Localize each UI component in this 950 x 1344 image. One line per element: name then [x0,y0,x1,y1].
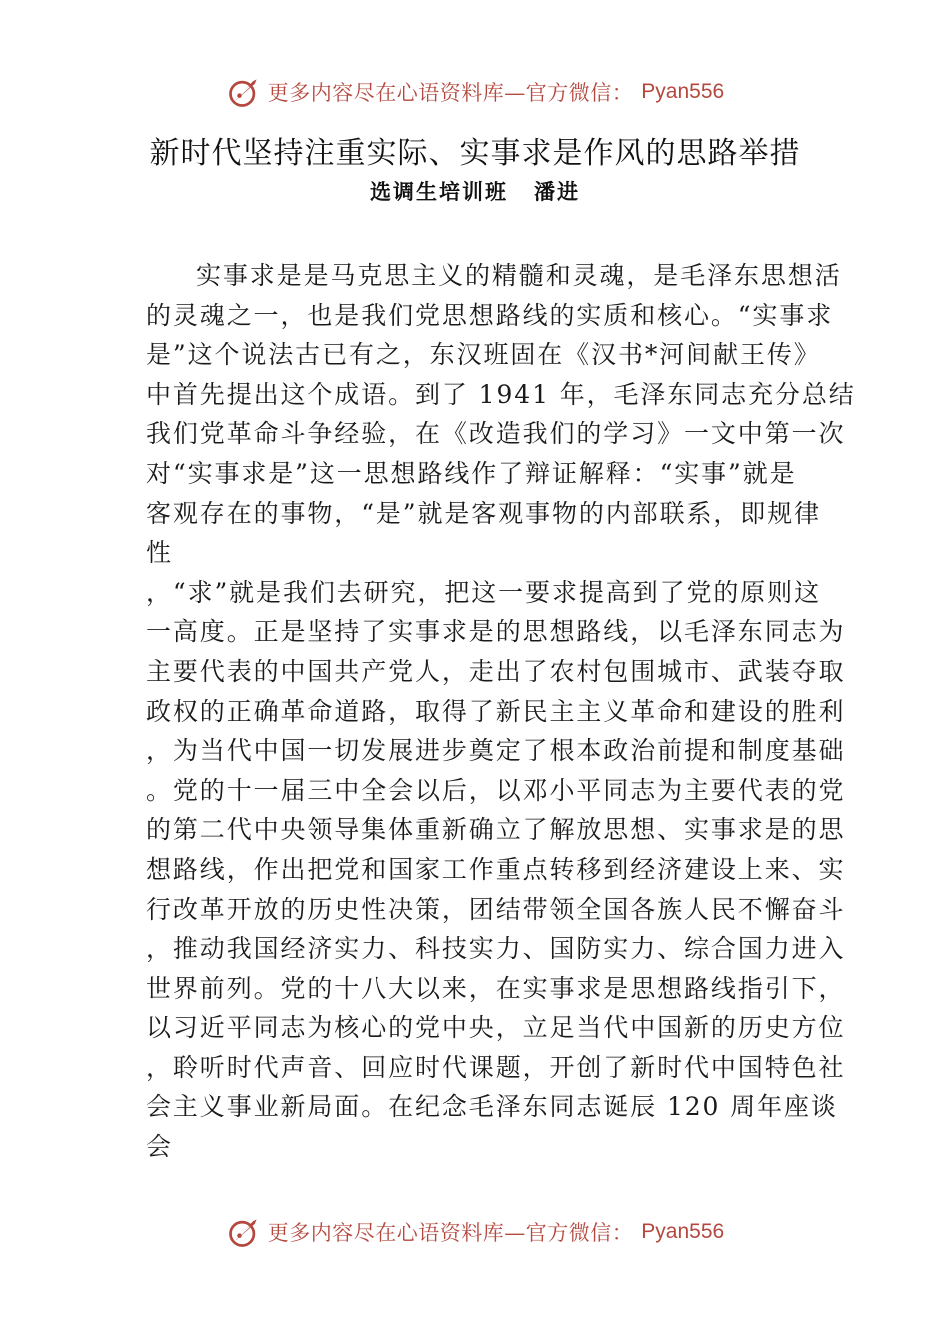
quill-logo-icon [226,74,262,110]
footer-watermark [0,1212,950,1252]
watermark-text: 更多内容尽在心语资料库—官方微信： [267,1221,634,1245]
text-line: 的灵魂之一，也是我们党思想路线的实质和核心。“实事求 [146,300,834,330]
text-line: 会 [146,1132,173,1162]
text-line: 实事求是是马克思主义的精髓和灵魂，是毛泽东思想活 [196,261,842,290]
text-line: 我们党革命斗争经验，在《改造我们的学习》一文中第一次 [146,419,846,449]
byline [0,176,950,206]
document-title: 新时代坚持注重实际、实事求是作风的思路举措 [149,136,801,171]
watermark-text: 更多内容尽在心语资料库—官方微信： [267,81,634,105]
text-line: 世界前列。党的十八大以来，在实事求是思想路线指引下， [146,973,846,1003]
text-line: 主要代表的中国共产党人，走出了农村包围城市、武装夺取 [146,656,846,686]
text-line: 客观存在的事物，“是”就是客观事物的内部联系，即规律 [146,498,821,528]
text-line: 中首先提出这个成语。到了 1941 年，毛泽东同志充分总结 [146,379,856,409]
text-line: 以习近平同志为核心的党中央，立足当代中国新的历史方位 [146,1013,846,1043]
text-line: 想路线，作出把党和国家工作重点转移到经济建设上来、实 [146,854,846,884]
text-line: ，推动我国经济实力、科技实力、国防实力、综合国力进入 [146,934,846,964]
text-line: 。党的十一届三中全会以后，以邓小平同志为主要代表的党 [146,775,846,805]
body-paragraph [146,256,856,1167]
text-line: 性 [146,538,173,568]
text-line: 政权的正确革命道路，取得了新民主主义革命和建设的胜利 [146,696,846,726]
text-line: ，“求”就是我们去研究，把这一要求提高到了党的原则这 [146,577,821,607]
text-line: 会主义事业新局面。在纪念毛泽东同志诞辰 120 周年座谈 [146,1092,838,1122]
text-line: ，聆听时代声音、回应时代课题，开创了新时代中国特色社 [146,1052,846,1082]
byline-unit: 选调生培训班 [370,179,508,204]
text-line: 一高度。正是坚持了实事求是的思想路线，以毛泽东同志为 [146,617,846,647]
text-line: ，为当代中国一切发展进步奠定了根本政治前提和制度基础 [146,736,846,766]
quill-logo-icon [226,1214,262,1250]
byline-author: 潘进 [534,179,580,204]
text-line: 是”这个说法古已有之，东汉班固在《汉书*河间献王传》 [146,340,821,370]
text-line: 行改革开放的历史性决策，团结带领全国各族人民不懈奋斗 [146,894,846,924]
watermark-wechat-id: Pyan556 [641,80,725,103]
text-line: 的第二代中央领导集体重新确立了解放思想、实事求是的思 [146,815,846,845]
header-watermark [0,72,950,112]
text-line: 对“实事求是”这一思想路线作了辩证解释：“实事”就是 [146,458,797,488]
watermark-wechat-id: Pyan556 [641,1220,725,1243]
